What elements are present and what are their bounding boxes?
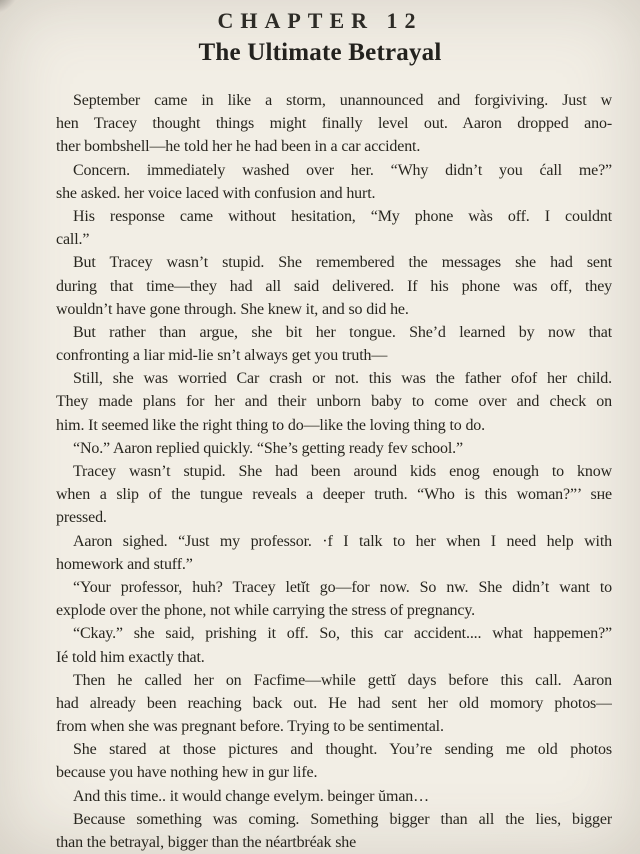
text-line: call.” (56, 231, 90, 249)
text-line: she asked. her voice laced with confusion and hurt. (56, 184, 376, 202)
text-line: But Tracey wasn’t stupid. She remembered the messages she had sent (73, 254, 612, 272)
text-line: She stared at those pictures and thought. You’re sending me old photos (73, 741, 612, 759)
page-corner-shadow (0, 0, 18, 14)
text-line: Concern. immediately washed over her. “Why didn’t you ćall me?” (73, 161, 612, 179)
text-line: Then he called her on Facfime—while gettĭ days before this call. Aaron (73, 671, 612, 689)
text-line: Tracey wasn’t stupid. She had been around kids enog enough to know (73, 463, 612, 480)
text-line: “Ckay.” she said, prishing it off. So, this car accident.... what happemen?” (73, 625, 612, 643)
page-body (56, 89, 612, 854)
text-line: explode over the phone, not while carrying the stress of pregnancy. (56, 602, 475, 620)
text-line: “Your professor, huh? Tracey letĭt go—for now. So nw. She didn’t want to (73, 578, 612, 596)
text-line: Still, she was worried Car crash or not. this was the father ofof her child. (73, 370, 612, 388)
text-line: “No.” Aaron replied quickly. “She’s getting ready fev school.” (73, 439, 463, 457)
text-line: him. It seemed like the right thing to do—like the loving thing to do. (56, 416, 486, 434)
text-line: Ié told him exactly that. (56, 648, 205, 666)
text-line: during that time—they had all said delivered. If his phone was off, they (56, 277, 612, 295)
text-line: homework and stuff.” (56, 555, 193, 573)
text-line: confronting a liar mid-lie sn’t always get you truth— (56, 347, 388, 365)
text-line: when a slip of the tungue reveals a deeper truth. “Who is this woman?”’ sʜe (56, 486, 612, 504)
chapter-heading: CHAPTER 12 (217, 8, 423, 33)
text-line: than the betrayal, bigger than the néartbréak she (56, 834, 357, 851)
text-line: wouldn’t have gone through. She knew it, and so did he. (56, 300, 409, 318)
text-line: because you have nothing hew in gur life. (56, 764, 318, 782)
text-line: They made plans for her and their unborn baby to come over and check on (56, 393, 612, 411)
text-line: hen Tracey thought things might finally level out. Aaron dropped ano- (56, 115, 612, 133)
text-line: Because something was coming. Something bigger than all the lies, bigger (73, 810, 612, 828)
text-line: ther bombshell—he told her he had been in a car accident. (56, 138, 421, 156)
text-line: September came in like a storm, unannounced and forgiviving. Just w (73, 92, 612, 109)
text-line: Aaron sighed. “Just my professor. ·f I talk to her when I need help with (73, 532, 612, 550)
text-line: His response came without hesitation, “My phone wàs off. I couldnt (73, 207, 612, 225)
text-line: But rather than argue, she bit her tongue. She’d learned by now that (73, 323, 612, 341)
chapter-title: The Ultimate Betrayal (198, 39, 442, 66)
text-line: pressed. (56, 509, 107, 527)
text-line: had already been reaching back out. He had sent her old momory photos— (56, 694, 612, 712)
text-line: And this time.. it would change evelym. beinger ŭman… (73, 787, 429, 805)
text-line: from when she was pregnant before. Trying to be sentimental. (56, 718, 444, 736)
